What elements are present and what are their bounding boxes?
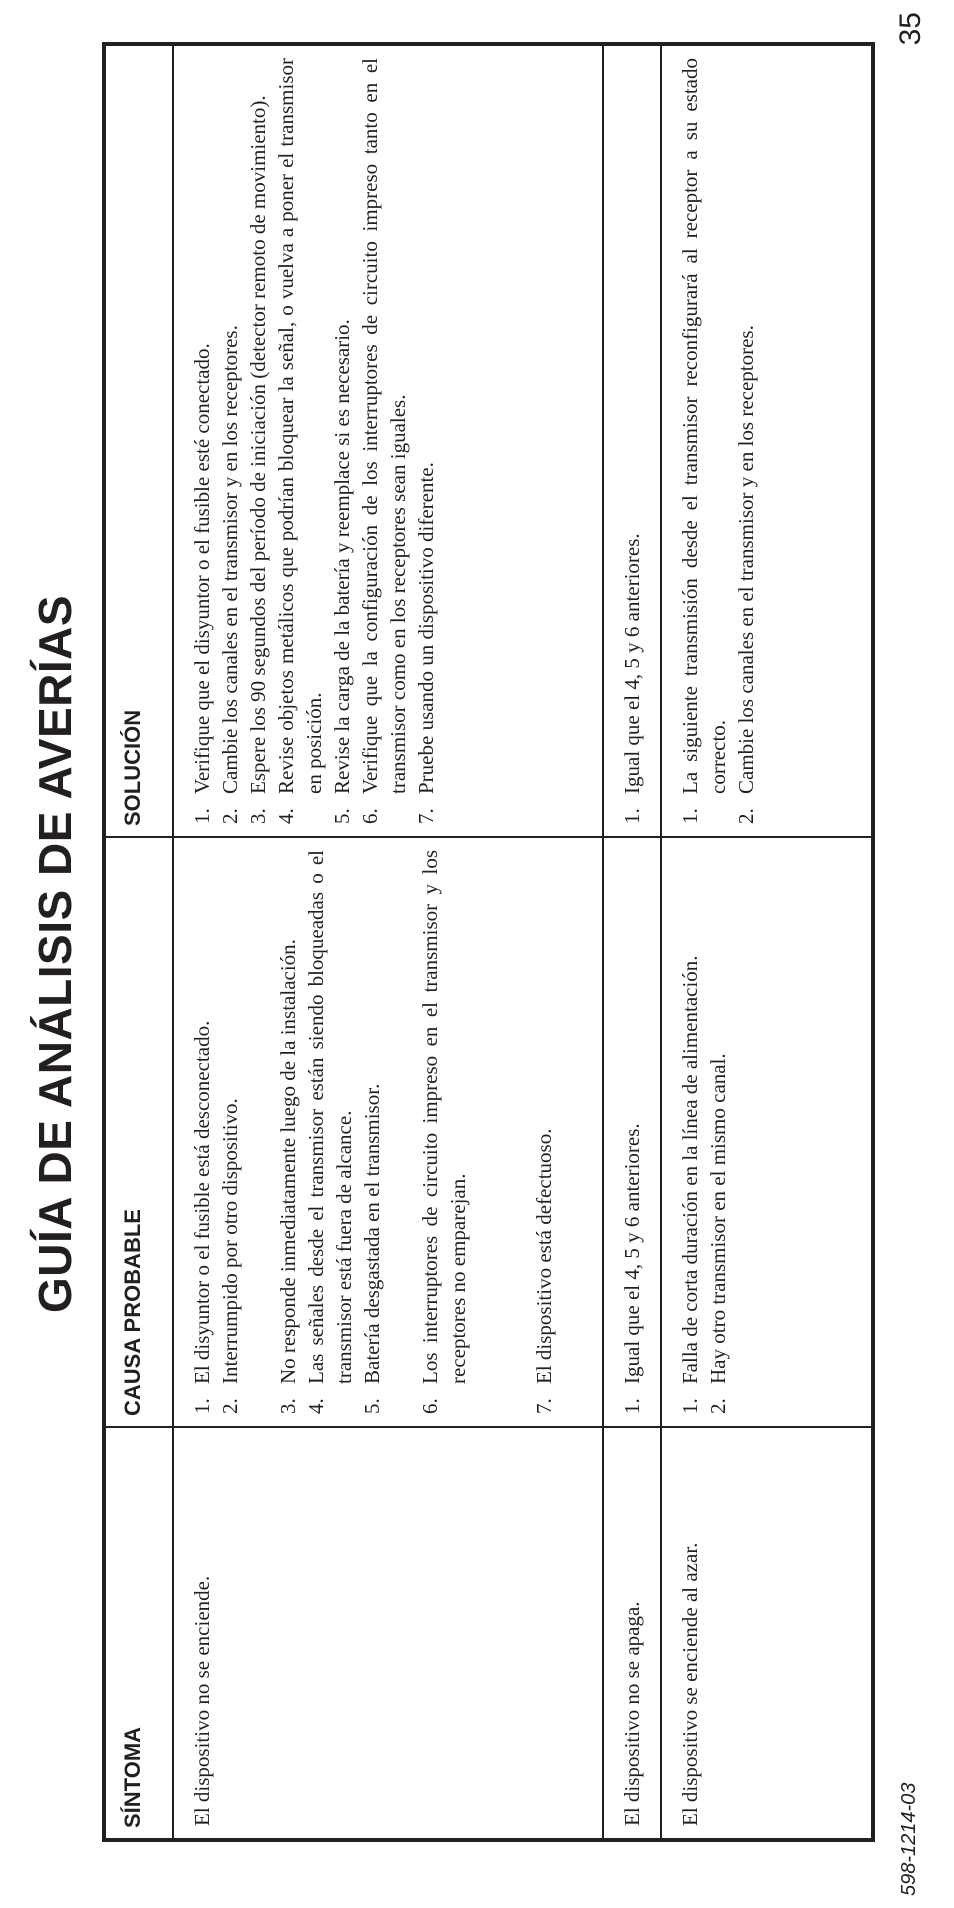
solution-cell <box>173 44 603 837</box>
item-text: Las señales desde el transmisor están siendo bloqueadas o el transmisor está fuera de alcance. <box>304 850 356 1384</box>
list-item <box>302 850 358 1414</box>
item-number: 6. <box>418 1398 442 1414</box>
list-item <box>530 850 558 1414</box>
item-number: 5. <box>360 1398 384 1414</box>
solution-cell <box>603 44 661 837</box>
item-text: Batería desgastada en el transmisor. <box>360 1083 384 1384</box>
item-number: 4. <box>274 808 298 824</box>
item-number: 4. <box>304 1398 328 1414</box>
item-text: No responde inmediatamente luego de la instalación. <box>276 939 300 1384</box>
header-symptom: SÍNTOMA <box>104 1427 173 1840</box>
list-item <box>244 58 272 824</box>
item-text: El disyuntor o el fusible está desconectado. <box>190 1020 214 1384</box>
list-item <box>618 58 646 824</box>
item-text: Hay otro transmisor en el mismo canal. <box>706 1053 730 1384</box>
item-text: Verifique que el disyuntor o el fusible esté conectado. <box>190 343 214 794</box>
list-item <box>272 58 328 824</box>
item-text: Verifique que la configuración de los interruptores de circuito impreso tanto en el transmisor como en los receptores sean iguales. <box>358 58 410 794</box>
item-text: Interrumpido por otro dispositivo. <box>218 1098 242 1384</box>
list-item <box>676 850 704 1414</box>
cause-list <box>676 850 732 1414</box>
header-solution: SOLUCIÓN <box>104 44 173 837</box>
list-item <box>356 58 412 824</box>
troubleshooting-table <box>102 42 875 1842</box>
item-number: 3. <box>246 808 270 824</box>
table-row <box>603 44 661 1840</box>
cause-list <box>618 850 646 1414</box>
item-number: 2. <box>218 808 242 824</box>
header-cause: CAUSA PROBABLE <box>104 837 173 1427</box>
item-text: Igual que el 4, 5 y 6 anteriores. <box>620 1123 644 1384</box>
item-text: Pruebe usando un dispositivo diferente. <box>414 462 438 794</box>
list-item <box>412 58 440 824</box>
list-item <box>188 850 216 1414</box>
symptom-cell: El dispositivo se enciende al azar. <box>661 1427 873 1840</box>
item-text: La siguiente transmisión desde el transmisor reconfigurará al receptor a su estado correcto. <box>678 58 730 794</box>
item-number: 1. <box>620 1398 644 1414</box>
item-number: 2. <box>734 808 758 824</box>
item-text: Falla de corta duración en la línea de alimentación. <box>678 955 702 1384</box>
item-text: Cambie los canales en el transmisor y en los receptores. <box>734 325 758 794</box>
list-item <box>416 850 472 1414</box>
item-number: 1. <box>678 808 702 824</box>
symptom-cell: El dispositivo no se apaga. <box>603 1427 661 1840</box>
list-item <box>216 58 244 824</box>
solution-list <box>188 58 440 824</box>
item-text: Igual que el 4, 5 y 6 anteriores. <box>620 533 644 794</box>
list-item <box>274 850 302 1414</box>
list-item <box>704 850 732 1414</box>
list-item <box>676 58 732 824</box>
item-number: 7. <box>414 808 438 824</box>
list-item <box>216 850 244 1414</box>
item-text: Espere los 90 segundos del período de iniciación (detector remoto de movimiento). <box>246 95 270 794</box>
cause-cell <box>661 837 873 1427</box>
page-title: GUÍA DE ANÁLISIS DE AVERÍAS <box>29 594 81 1314</box>
item-number: 7. <box>532 1398 556 1414</box>
table-row <box>661 44 873 1840</box>
solution-list <box>618 58 646 824</box>
item-number: 2. <box>706 1398 730 1414</box>
item-number: 2. <box>218 1398 242 1414</box>
page-number: 35 <box>894 12 927 46</box>
cause-cell <box>173 837 603 1427</box>
list-item <box>358 850 386 1414</box>
list-item <box>188 58 216 824</box>
item-number: 6. <box>358 808 382 824</box>
cause-list <box>188 850 558 1414</box>
table-header-row <box>104 44 173 1840</box>
list-item <box>328 58 356 824</box>
cause-cell <box>603 837 661 1427</box>
solution-cell <box>661 44 873 837</box>
solution-list <box>676 58 760 824</box>
item-text: Los interruptores de circuito impreso en el transmisor y los receptores no emparejan. <box>418 850 470 1384</box>
item-text: Cambie los canales en el transmisor y en los receptores. <box>218 325 242 794</box>
item-text: Revise objetos metálicos que podrían bloquear la señal, o vuelva a poner el transmisor en posición. <box>274 58 326 794</box>
item-number: 3. <box>276 1398 300 1414</box>
item-number: 1. <box>190 1398 214 1414</box>
item-number: 1. <box>190 808 214 824</box>
item-number: 1. <box>620 808 644 824</box>
item-number: 1. <box>678 1398 702 1414</box>
table-row <box>173 44 603 1840</box>
list-item <box>732 58 760 824</box>
item-text: El dispositivo está defectuoso. <box>532 1128 556 1384</box>
list-item <box>618 850 646 1414</box>
item-text: Revise la carga de la batería y reemplace si es necesario. <box>330 319 354 794</box>
symptom-cell: El dispositivo no se enciende. <box>173 1427 603 1840</box>
document-code: 598-1214-03 <box>898 1782 920 1896</box>
item-number: 5. <box>330 808 354 824</box>
